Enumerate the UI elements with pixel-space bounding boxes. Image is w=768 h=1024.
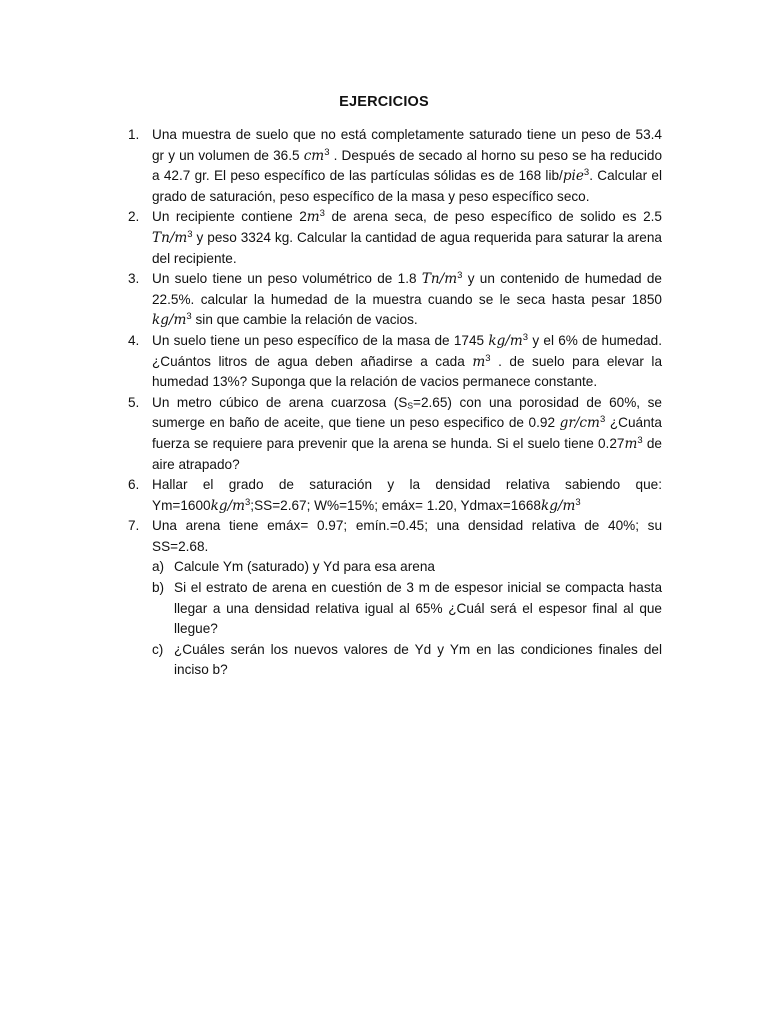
exercise-number: 2. bbox=[128, 209, 140, 225]
unit-exponent: 3 bbox=[575, 496, 581, 508]
unit-math: kg/m bbox=[210, 497, 245, 514]
unit-exponent: 3 bbox=[319, 208, 325, 220]
exercise-text: ;SS=2.67; W%=15%; emáx= 1.20, Ydmax=1668 bbox=[250, 497, 541, 513]
exercise-6 bbox=[128, 475, 662, 516]
exercise-text: Un recipiente contiene 2 bbox=[152, 209, 307, 225]
exercise-text: y peso 3324 kg. Calcular la cantidad de agua requerida para saturar la arena del recipiente. bbox=[152, 229, 662, 266]
exercise-text: . de suelo para elevar la humedad 13%? Suponga que la relación de vacios permanece constante. bbox=[152, 353, 662, 390]
exercise-text: ¿Cuánta fuerza se requiere para prevenir que la arena se hunda. Si el suelo tiene 0.27 bbox=[152, 415, 662, 451]
unit-exponent: 3 bbox=[637, 434, 643, 446]
exercise-text: Un suelo tiene un peso específico de la masa de 1745 bbox=[152, 332, 489, 348]
unit-exponent: 3 bbox=[324, 146, 330, 158]
exercise-text: Una muestra de suelo que no está completamente saturado tiene un peso de 53.4 gr y un volumen de 36.5 bbox=[152, 127, 662, 163]
exercise-text: de aire atrapado? bbox=[152, 435, 662, 472]
exercise-number: 3. bbox=[128, 271, 140, 287]
exercise-number: 1. bbox=[128, 127, 140, 142]
sub-question-letter: a) bbox=[152, 559, 165, 575]
sub-question-c bbox=[152, 640, 662, 681]
sub-question-text: Calcule Ym (saturado) y Yd para esa arena bbox=[174, 559, 435, 575]
unit-math: kg/m bbox=[540, 497, 576, 514]
exercise-text: sin que cambie la relación de vacios. bbox=[191, 312, 418, 328]
exercise-list bbox=[128, 125, 662, 681]
exercise-number: 7. bbox=[128, 518, 140, 534]
unit-math: Tn/m bbox=[421, 271, 458, 288]
exercise-number: 6. bbox=[128, 477, 140, 493]
page-title: EJERCICIOS bbox=[339, 94, 429, 110]
exercise-4 bbox=[128, 331, 662, 393]
exercise-5 bbox=[128, 393, 662, 475]
unit-math: cm bbox=[303, 147, 325, 164]
exercise-text: y el 6% de humedad. ¿Cuántos litros de agua deben añadirse a cada bbox=[152, 332, 662, 369]
exercise-text: Una arena tiene emáx= 0.97; emín.=0.45; una densidad relativa de 40%; su SS=2.68. bbox=[152, 518, 662, 554]
unit-math: Tn/m bbox=[152, 229, 188, 246]
sub-question-text: ¿Cuáles serán los nuevos valores de Yd y Ym en las condiciones finales del inciso b? bbox=[174, 641, 662, 678]
sub-question-b bbox=[152, 578, 662, 640]
exercise-1 bbox=[128, 125, 662, 207]
unit-math: pie bbox=[562, 168, 584, 185]
unit-exponent: 3 bbox=[457, 269, 463, 281]
exercise-3 bbox=[128, 269, 662, 331]
exercise-text: de arena seca, de peso específico de solido es 2.5 bbox=[324, 209, 662, 225]
exercise-number: 4. bbox=[128, 332, 140, 348]
sub-question-a bbox=[152, 557, 662, 578]
unit-exponent: 3 bbox=[245, 496, 251, 508]
unit-exponent: 3 bbox=[485, 352, 491, 364]
exercise-number: 5. bbox=[128, 394, 140, 410]
unit-math: gr/cm bbox=[559, 415, 600, 432]
unit-math: kg/m bbox=[152, 312, 187, 329]
unit-exponent: 3 bbox=[522, 331, 529, 343]
exercise-2 bbox=[128, 207, 662, 269]
exercise-7 bbox=[128, 516, 662, 681]
unit-math: m bbox=[472, 353, 486, 370]
unit-math: m bbox=[624, 435, 638, 452]
exercise-text: =2.65) con una porosidad de 60%, se sumerge en baño de aceite, que tiene un peso especifico de 0.92 bbox=[152, 394, 662, 431]
unit-math: m bbox=[306, 209, 320, 226]
unit-math: kg/m bbox=[488, 332, 523, 349]
sub-question-list bbox=[152, 557, 662, 681]
unit-exponent: 3 bbox=[187, 228, 193, 240]
exercise-text: Un suelo tiene un peso volumétrico de 1.8 bbox=[152, 271, 422, 287]
exercise-text: . Después de secado al horno su peso se ha reducido a 42.7 gr. El peso específico de las partículas sólidas es de 168 lib/ bbox=[152, 147, 663, 184]
sub-question-text: Si el estrato de arena en cuestión de 3 m de espesor inicial se compacta hasta llegar a una densidad relativa igual al 65% ¿Cuál será el espesor final al que llegue? bbox=[174, 580, 662, 637]
exercise-text: Hallar el grado de saturación y la densidad relativa sabiendo que: Ym=1600 bbox=[152, 477, 662, 513]
subscript-s: S bbox=[407, 400, 414, 411]
unit-exponent: 3 bbox=[583, 166, 590, 178]
unit-exponent: 3 bbox=[186, 311, 192, 323]
sub-question-letter: b) bbox=[152, 580, 165, 596]
exercise-text: . Calcular el grado de saturación, peso específico de la masa y peso específico seco. bbox=[152, 168, 662, 204]
sub-question-letter: c) bbox=[152, 641, 164, 657]
unit-exponent: 3 bbox=[599, 414, 606, 426]
exercise-text: y un contenido de humedad de 22.5%. calcular la humedad de la muestra cuando se le seca hasta pesar 1850 bbox=[152, 271, 662, 307]
exercise-text: Un metro cúbico de arena cuarzosa (S bbox=[152, 394, 408, 410]
